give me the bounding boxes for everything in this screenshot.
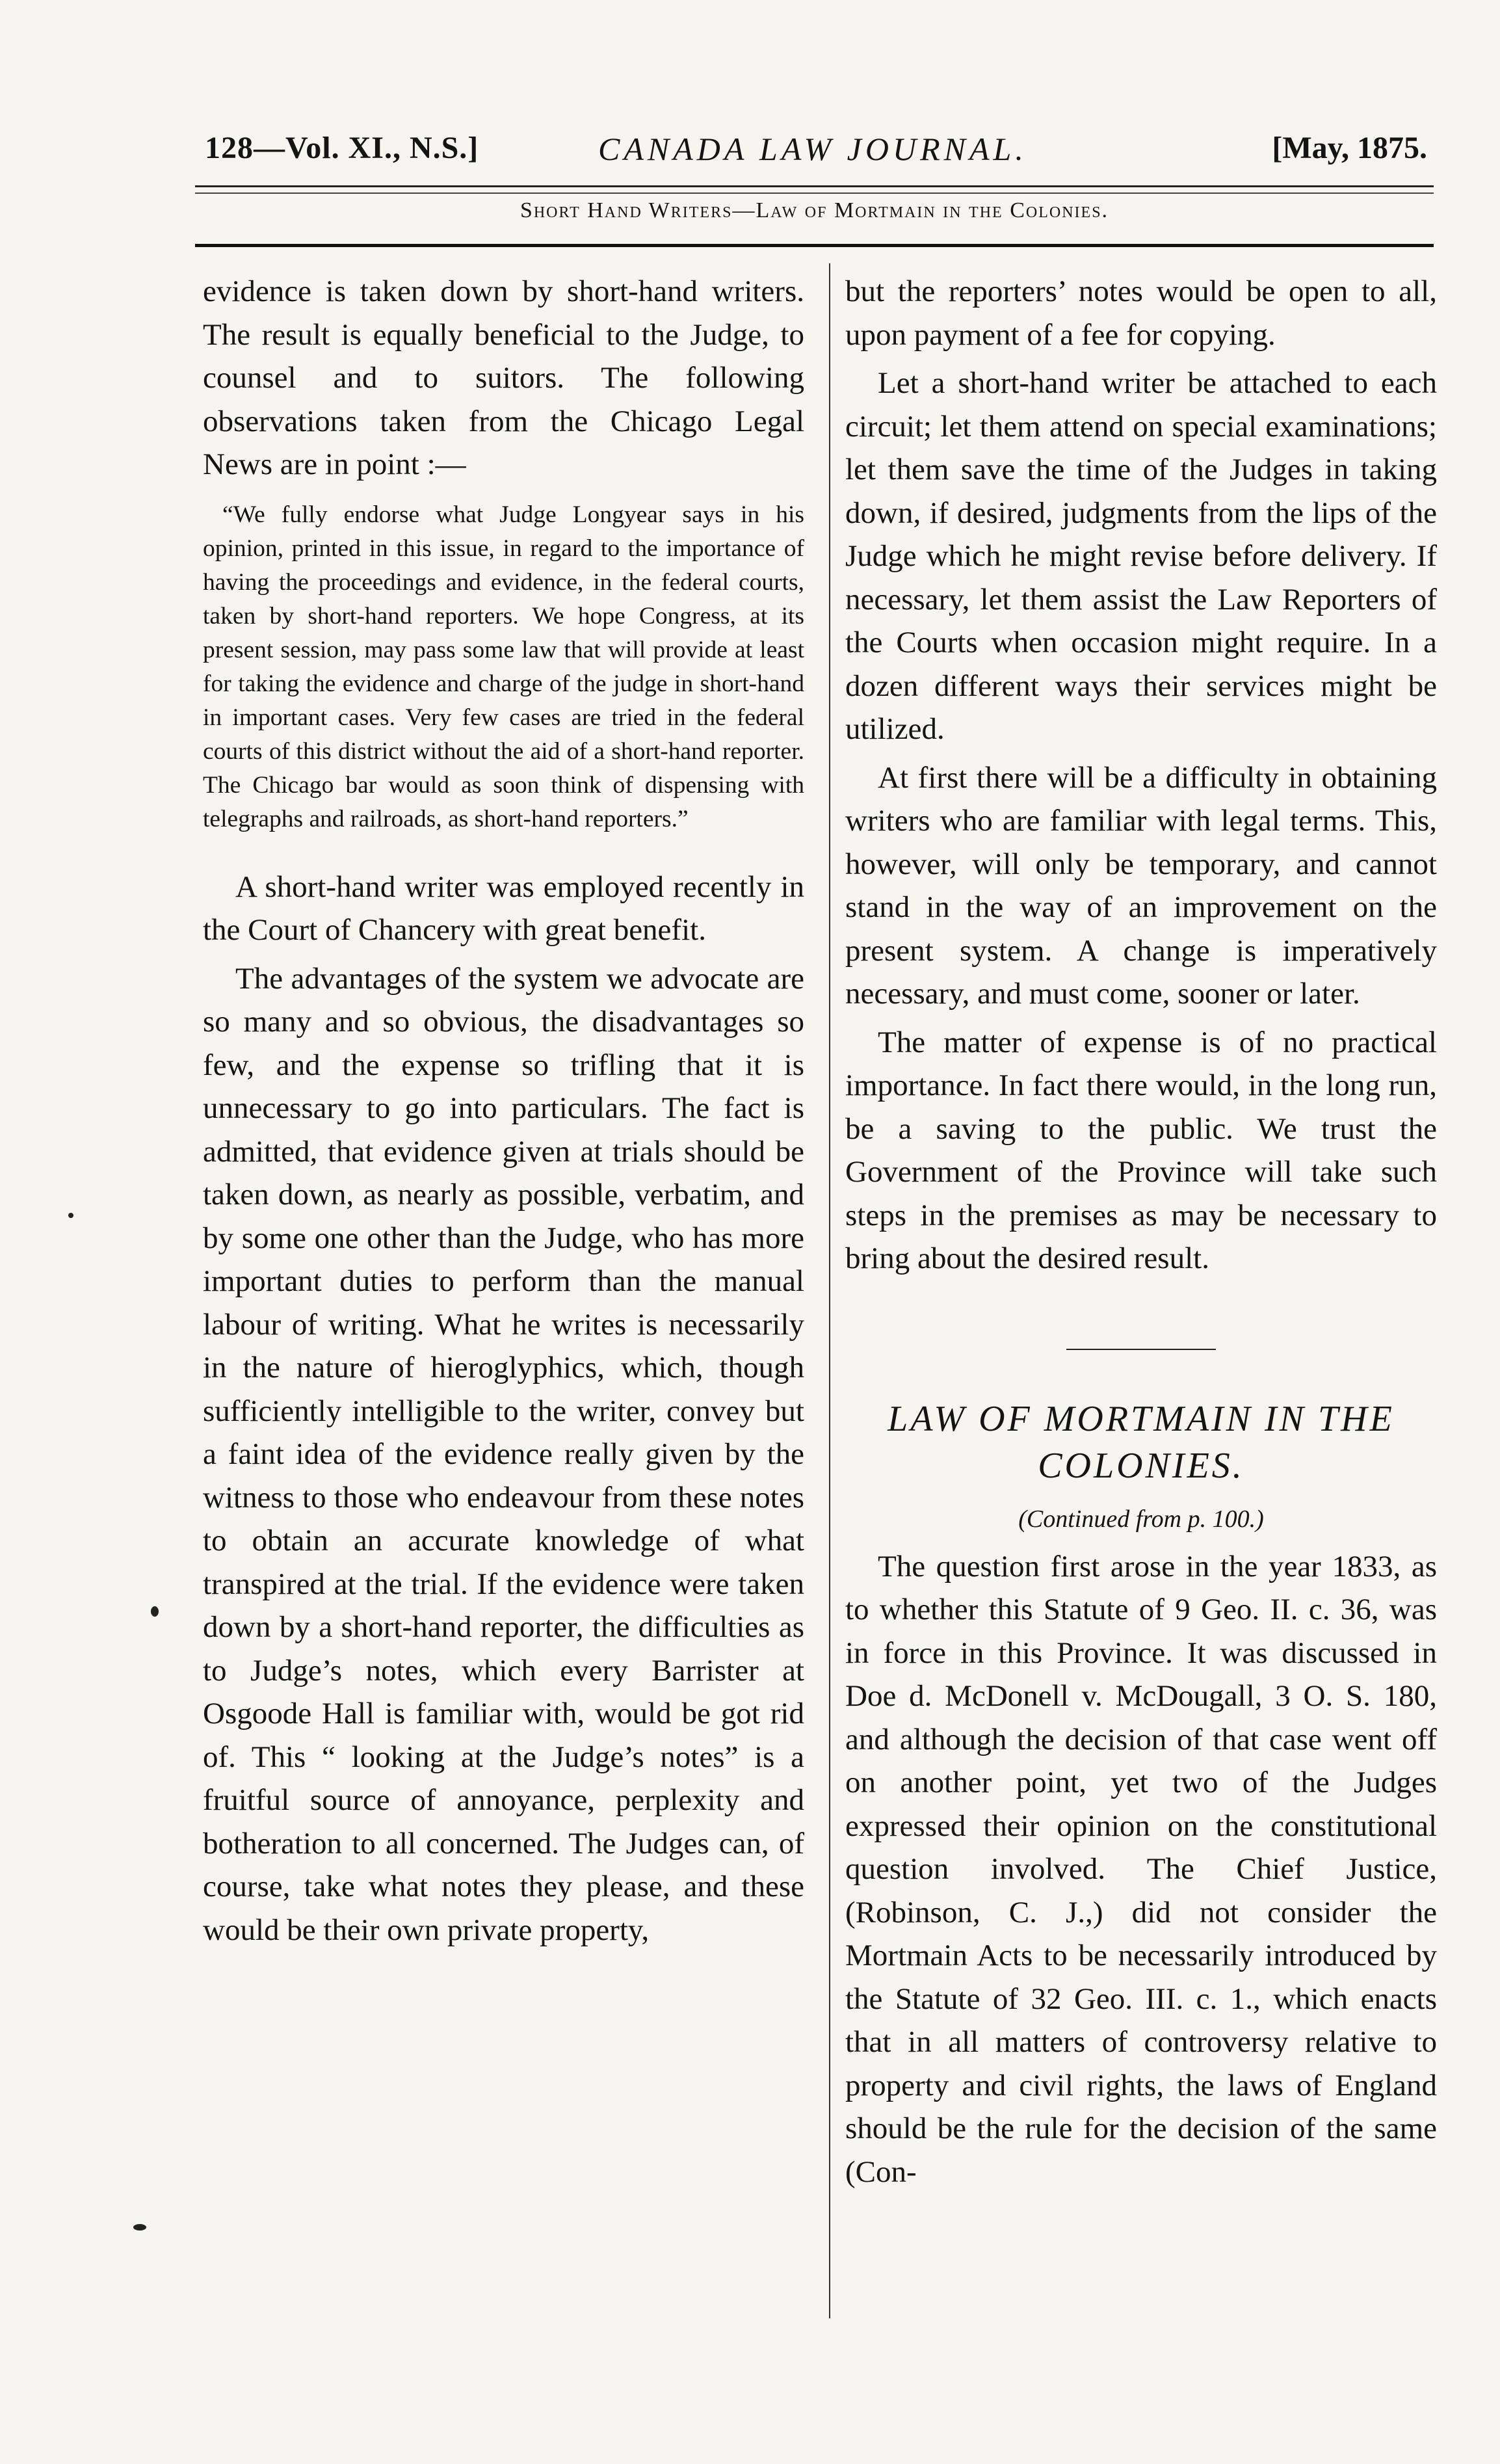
left-paragraph-1: evidence is taken down by short-hand writers. The result is equally beneficial to the Judge, to counsel and to suitors. The following observations taken from the Chicago Legal News are in point :— <box>203 274 804 481</box>
left-paragraph-3: The advantages of the system we advocate are so many and so obvious, the disadvantages so few, and the expense so trifling that it is unnecessary to go into particulars. The fact is admitted, that evidence given at trials should be taken down, as nearly as possible, verbatim, and by some one other than the Judge, who has more important duties to perform than the manual labour of writing. What he writes is necessarily in the nature of hieroglyphics, which, though sufficiently intelligible to the writer, convey but a faint idea of the evidence really given by the witness to those who endeavour from these notes to obtain an accurate knowledge of what transpired at the trial. If the evidence were taken down by a short-hand reporter, the difficulties as to Judge’s notes, which every Barrister at Osgoode Hall is familiar with, would be got rid of. This “ looking at the Judge’s notes” is a fruitful source of annoyance, perplexity and botheration to all concerned. The Judges can, of course, take what notes they please, and these would be their own private property, <box>203 961 804 1947</box>
right-paragraph-3: At first there will be a difficulty in obtaining writers who are familiar with legal terms. This, however, will only be temporary, and cannot stand in the way of an improvement on the present system. A change is imperatively necessary, and must come, sooner or later. <box>845 760 1437 1011</box>
right-column <box>845 270 1437 2199</box>
article-subtitle-text: (Continued from p. 100.) <box>1018 1505 1264 1533</box>
journal-title: CANADA LAW JOURNAL. <box>598 131 1027 167</box>
header-double-rule <box>195 185 1434 194</box>
right-paragraph-1: but the reporters’ notes would be open to all, upon payment of a fee for copying. <box>845 274 1437 352</box>
margin-speck <box>151 1606 159 1617</box>
margin-speck <box>133 2224 146 2231</box>
section-heading: Short Hand Writers—Law of Mortmain in the Colonies. <box>520 198 1109 222</box>
article-title: LAW OF MORTMAIN IN THE COLONIES. <box>888 1398 1395 1486</box>
running-head <box>205 130 1427 176</box>
column-divider <box>829 263 830 2318</box>
page-volume-label: 128—Vol. XI., N.S.] <box>205 131 479 165</box>
left-paragraph-2: A short-hand writer was employed recently in the Court of Chancery with great benefit. <box>203 869 804 947</box>
right-paragraph-4: The matter of expense is of no practical importance. In fact there would, in the long run, be a saving to the public. We trust the Government of the Province will take such steps in the premises as may be necessary to bring about the desired result. <box>845 1025 1437 1275</box>
right-paragraph-5: The question first arose in the year 1833, as to whether this Statute of 9 Geo. II. c. 36, was in force in this Province. It was discussed in Doe d. McDonell v. McDougall, 3 O. S. 180, and although the decision of that case went off on another point, yet two of the Judges expressed their opinion on the constitutional question involved. The Chief Justice, (Robinson, C. J.,) did not consider the Mortmain Acts to be necessarily introduced by the Statute of 32 Geo. III. c. 1., which enacts that in all matters of controversy relative to property and civil rights, the laws of England should be the rule for the decision of the same (Con- <box>845 1549 1437 2189</box>
right-paragraph-2: Let a short-hand writer be attached to each circuit; let them attend on special examinations; let them save the time of the Judges in taking down, if desired, judgments from the lips of the Judge which he might revise before delivery. If necessary, let them assist the Law Reporters of the Courts when occasion might require. In a dozen different ways their services might be utilized. <box>845 366 1437 746</box>
left-column <box>203 270 804 1957</box>
article-subtitle <box>845 1501 1437 1537</box>
margin-speck <box>68 1213 73 1218</box>
issue-date: [May, 1875. <box>1272 131 1427 165</box>
article-separator-rule <box>1066 1349 1216 1350</box>
section-heading-rule <box>195 244 1434 247</box>
chicago-legal-news-quote: “We fully endorse what Judge Longyear says in his opinion, printed in this issue, in regard to the importance of having the proceedings and evidence, in the federal courts, taken by short-hand reporters. We hope Congress, at its present session, may pass some law that will provide at least for taking the evidence and charge of the judge in short-hand in important cases. Very few cases are tried in the federal courts of this district without the aid of a short-hand reporter. The Chicago bar would as soon think of dispensing with telegraphs and railroads, as short-hand reporters.” <box>203 501 804 832</box>
